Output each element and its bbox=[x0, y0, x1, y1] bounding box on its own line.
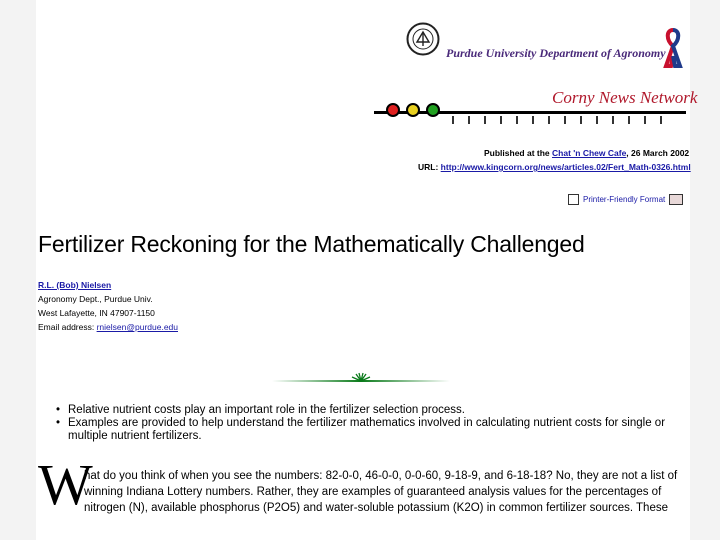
article-body bbox=[84, 468, 684, 516]
printer-icon bbox=[568, 194, 579, 205]
purdue-seal-icon bbox=[406, 22, 440, 56]
url-label: URL: bbox=[418, 162, 441, 172]
red-light-icon bbox=[386, 103, 400, 117]
bullet-text: Relative nutrient costs play an important role in the fertilizer selection process. bbox=[68, 404, 465, 416]
author-dept: Agronomy Dept., Purdue Univ. bbox=[38, 294, 153, 304]
body-line: nitrogen (N), available phosphorus (P2O5) and water-soluble potassium (K2O) in common fertilizer sources. These bbox=[84, 502, 668, 514]
author-block bbox=[38, 278, 178, 334]
body-line: winning Indiana Lottery numbers. Rather, they are examples of guaranteed analysis values for the percentages of bbox=[84, 486, 662, 498]
printer-friendly-label[interactable]: Printer-Friendly Format bbox=[583, 195, 666, 204]
author-name-link[interactable]: R.L. (Bob) Nielsen bbox=[38, 280, 112, 290]
body-line: hat do you think of when you see the numbers: 82-0-0, 46-0-0, 0-0-60, 9-18-9, and 6-18-18? No, they are not a list of bbox=[84, 470, 678, 482]
printer-friendly-link[interactable] bbox=[568, 194, 683, 205]
bullet-text: Examples are provided to help understand the fertilizer mathematics involved in calculating nutrient costs for single or multiple nutrient fertilizers. bbox=[68, 417, 666, 442]
article-title: Fertilizer Reckoning for the Mathematically Challenged bbox=[38, 231, 585, 257]
author-city: West Lafayette, IN 47907-1150 bbox=[38, 308, 155, 318]
list-item: • Relative nutrient costs play an important role in the fertilizer selection process. bbox=[56, 404, 465, 416]
email-label: Email address: bbox=[38, 322, 97, 332]
drop-cap: W bbox=[38, 452, 93, 517]
green-light-icon bbox=[426, 103, 440, 117]
list-item: • Examples are provided to help understand the fertilizer mathematics involved in calculating nutrient costs for single or multiple nutrient fertilizers. bbox=[56, 417, 666, 442]
header-rule bbox=[374, 111, 686, 114]
right-margin bbox=[690, 0, 720, 540]
summary-list bbox=[56, 404, 676, 443]
department-title[interactable]: Purdue University Department of Agronomy bbox=[446, 46, 666, 60]
yellow-light-icon bbox=[406, 103, 420, 117]
brand-logo-text[interactable]: Corny News Network bbox=[552, 88, 698, 107]
awareness-ribbon-icon bbox=[662, 26, 684, 68]
grass-divider-icon bbox=[272, 372, 450, 386]
print-page-icon bbox=[669, 194, 683, 205]
article-url-link[interactable]: http://www.kingcorn.org/news/articles.02/Fert_Math-0326.html bbox=[440, 162, 691, 172]
left-margin bbox=[0, 0, 36, 540]
publish-date: , 26 March 2002 bbox=[626, 148, 690, 158]
published-label: Published at the bbox=[484, 148, 553, 158]
venue-link[interactable]: Chat 'n Chew Cafe bbox=[552, 148, 627, 158]
publication-info bbox=[418, 146, 691, 174]
author-email-link[interactable]: rnielsen@purdue.edu bbox=[96, 322, 178, 332]
